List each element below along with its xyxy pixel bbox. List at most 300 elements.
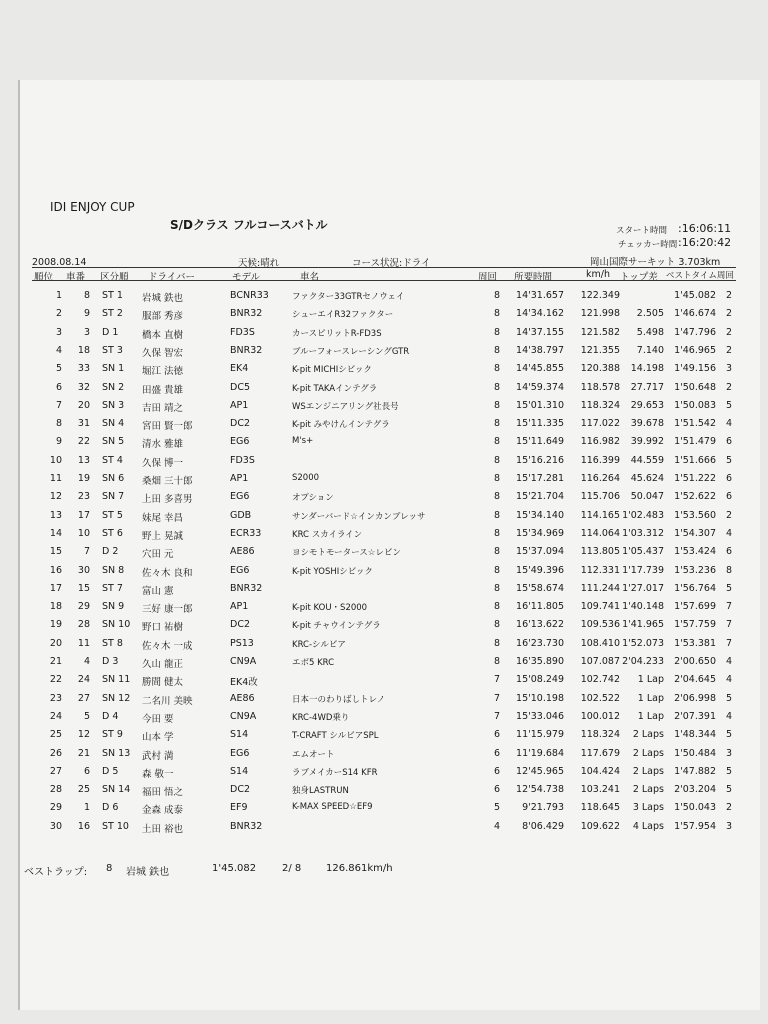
row-class-rank: D 5 [102, 765, 119, 777]
row-gap: 1'02.483 [622, 509, 664, 521]
row-class-rank: SN 4 [102, 418, 125, 430]
row-speed: 113.805 [580, 546, 620, 558]
row-model: BCNR33 [230, 290, 269, 301]
row-gap: 1 Lap [637, 674, 664, 686]
row-gap: 50.047 [630, 491, 664, 503]
row-laps: 8 [493, 601, 500, 613]
row-driver: 山本 学 [142, 732, 174, 744]
row-best-lap: 6 [725, 436, 732, 448]
row-gap: 1'17.739 [622, 564, 664, 576]
row-car-number: 23 [77, 491, 90, 503]
row-best-time: 1'51.222 [674, 473, 716, 484]
row-laps: 8 [493, 399, 500, 411]
row-laps: 8 [493, 363, 500, 375]
best-lap-no: 8 [106, 863, 113, 874]
row-gap: 1'40.148 [622, 601, 664, 613]
row-pos: 14 [49, 527, 62, 539]
row-laps: 8 [493, 509, 500, 521]
checker-time-label: チェッカー時間 [618, 240, 678, 250]
row-speed: 120.388 [580, 363, 620, 375]
row-pos: 9 [55, 436, 62, 448]
row-best-time: 1'47.796 [674, 326, 716, 338]
row-speed: 100.012 [580, 710, 620, 722]
row-best-time: 1'57.954 [674, 820, 716, 832]
race-date: 2008.08.14 [32, 257, 87, 268]
row-gap: 5.498 [636, 326, 664, 338]
row-best-time: 1'50.648 [674, 381, 716, 393]
row-gap: 2 Laps [632, 729, 664, 741]
row-model: BNR32 [230, 344, 263, 356]
row-pos: 15 [49, 546, 62, 558]
row-class-rank: SN 10 [102, 619, 131, 631]
row-best-time: 1'45.082 [674, 290, 716, 301]
row-speed: 118.324 [580, 399, 620, 411]
table-row [20, 599, 760, 617]
row-best-lap: 5 [725, 729, 732, 741]
row-speed: 116.399 [580, 454, 620, 466]
row-pos: 24 [49, 710, 62, 722]
row-car-name: 日本一のわりばしトレノ [292, 694, 386, 705]
row-pos: 23 [49, 692, 62, 704]
checker-time: :16:20:42 [678, 236, 732, 249]
row-best-lap: 7 [725, 637, 732, 649]
row-driver: 野口 祐樹 [142, 622, 184, 634]
row-total-time: 14'38.797 [516, 344, 564, 356]
row-class-rank: SN 9 [102, 601, 125, 613]
row-car-name: T-CRAFT シルビアSPL [292, 731, 379, 742]
row-pos: 4 [55, 344, 62, 356]
circuit: 岡山国際サーキット 3.703km [590, 257, 721, 268]
row-gap: 2 Laps [632, 765, 664, 777]
row-car-name: K-pit チャウインテグラ [292, 621, 381, 632]
row-gap: 44.559 [630, 454, 664, 466]
row-pos: 5 [55, 363, 62, 375]
row-car-number: 29 [77, 601, 90, 613]
row-gap: 27.717 [630, 381, 664, 393]
table-row [20, 654, 760, 672]
row-best-lap: 2 [725, 802, 732, 814]
row-class-rank: ST 7 [102, 582, 123, 594]
row-best-time: 1'51.666 [674, 454, 716, 466]
row-total-time: 15'34.140 [516, 509, 564, 521]
row-pos: 19 [49, 619, 62, 631]
row-best-lap: 5 [725, 784, 732, 796]
row-car-number: 21 [77, 747, 90, 759]
row-model: FD3S [230, 326, 255, 338]
row-driver: 清水 雅雄 [142, 439, 184, 451]
row-best-time: 2'04.645 [674, 674, 716, 686]
row-car-number: 12 [77, 729, 90, 741]
row-pos: 18 [49, 601, 62, 613]
row-best-time: 1'52.622 [674, 491, 716, 503]
row-laps: 4 [493, 820, 500, 832]
row-model: CN9A [230, 656, 257, 667]
col-no: 車番 [66, 272, 86, 283]
row-model: EG6 [230, 436, 250, 448]
row-class-rank: ST 1 [102, 290, 123, 301]
row-car-name: K-pit TAKAインテグラ [292, 383, 378, 394]
row-gap: 2.505 [636, 308, 664, 320]
row-car-name: K-pit みやけんインテグラ [292, 420, 390, 431]
row-laps: 6 [493, 747, 500, 759]
row-laps: 6 [493, 765, 500, 777]
row-class-rank: ST 6 [102, 527, 123, 539]
row-driver: 久山 龍正 [142, 659, 184, 670]
row-best-lap: 2 [725, 381, 732, 393]
row-car-number: 31 [77, 418, 90, 430]
row-total-time: 14'59.374 [516, 381, 564, 393]
course-state: コース状況:ドライ [352, 258, 431, 269]
row-class-rank: ST 2 [102, 308, 123, 320]
row-speed: 121.998 [580, 308, 620, 320]
row-best-time: 2'07.391 [674, 710, 716, 722]
row-total-time: 16'23.730 [516, 637, 564, 649]
start-time-label: スタート時間 [616, 226, 668, 236]
row-driver: 野上 晃誠 [142, 530, 184, 542]
table-row [20, 489, 760, 507]
row-class-rank: SN 13 [102, 747, 131, 759]
row-best-lap: 4 [725, 710, 732, 722]
row-gap: 2 Laps [632, 747, 664, 759]
row-best-lap: 2 [725, 290, 732, 301]
row-best-lap: 6 [725, 546, 732, 558]
best-lap-time: 1'45.082 [212, 863, 257, 874]
row-speed: 109.622 [580, 820, 620, 832]
row-class-rank: ST 9 [102, 729, 123, 741]
row-total-time: 12'45.965 [516, 765, 564, 777]
row-total-time: 11'15.979 [516, 729, 564, 741]
row-gap: 1'52.073 [622, 637, 664, 649]
row-pos: 25 [49, 729, 62, 741]
row-class-rank: SN 5 [102, 436, 125, 448]
row-total-time: 15'11.649 [516, 436, 564, 448]
row-driver: 森 敬一 [142, 768, 174, 780]
row-speed: 111.244 [580, 582, 620, 594]
row-total-time: 15'01.310 [516, 399, 564, 411]
row-driver: 橋本 直樹 [142, 329, 184, 341]
row-pos: 26 [49, 747, 62, 759]
row-class-rank: D 2 [102, 546, 119, 558]
row-speed: 116.264 [580, 473, 620, 484]
row-speed: 112.331 [580, 564, 620, 576]
class-title: S/Dクラス フルコースバトル [170, 218, 328, 232]
row-best-time: 1'53.560 [674, 509, 716, 521]
row-car-name: K-MAX SPEED☆EF9 [292, 802, 373, 813]
row-model: DC2 [230, 418, 250, 430]
row-best-lap: 3 [725, 820, 732, 832]
row-best-time: 1'53.236 [674, 564, 716, 576]
table-row [20, 709, 760, 727]
row-car-number: 20 [77, 399, 90, 411]
row-gap: 1'27.017 [622, 582, 664, 594]
table-row [20, 636, 760, 654]
row-speed: 116.982 [580, 436, 620, 448]
row-gap: 3 Laps [632, 802, 664, 814]
row-gap: 7.140 [636, 344, 664, 356]
row-driver: 勝間 健太 [142, 677, 184, 689]
row-best-time: 1'53.424 [674, 546, 716, 558]
table-row [20, 617, 760, 635]
row-car-number: 7 [83, 546, 90, 558]
row-best-lap: 5 [725, 399, 732, 411]
row-total-time: 15'58.674 [516, 582, 564, 594]
table-row [20, 800, 760, 818]
row-best-time: 1'48.344 [674, 729, 716, 741]
row-gap: 39.678 [630, 418, 664, 430]
row-class-rank: SN 6 [102, 473, 125, 484]
row-laps: 8 [493, 637, 500, 649]
table-row [20, 434, 760, 452]
row-laps: 8 [493, 418, 500, 430]
row-gap: 1'03.312 [622, 527, 664, 539]
row-gap: 1 Lap [637, 692, 664, 704]
row-car-name: エムオート [292, 749, 335, 760]
row-driver: 田盛 貴雄 [142, 384, 184, 396]
row-best-lap: 7 [725, 619, 732, 631]
row-model: EG6 [230, 564, 250, 576]
row-speed: 117.022 [580, 418, 620, 430]
row-gap: 1'41.965 [622, 619, 664, 631]
table-row [20, 343, 760, 361]
row-pos: 20 [49, 637, 62, 649]
row-gap: 45.624 [630, 473, 664, 484]
row-model: ECR33 [230, 527, 262, 539]
row-pos: 1 [55, 290, 62, 301]
row-model: CN9A [230, 710, 257, 722]
row-speed: 109.536 [580, 619, 620, 631]
row-car-name: S2000 [292, 473, 320, 483]
row-model: EF9 [230, 802, 248, 814]
col-best: ベストタイム周回 [666, 271, 734, 281]
row-car-name: KRC スカイライン [292, 529, 363, 540]
row-pos: 3 [55, 326, 62, 338]
row-best-time: 1'49.156 [674, 363, 716, 375]
row-driver: 服部 秀彦 [142, 311, 184, 323]
row-driver: 穴田 元 [142, 549, 174, 561]
row-total-time: 12'54.738 [516, 784, 564, 796]
row-pos: 27 [49, 765, 62, 777]
row-driver: 三好 康一郎 [142, 604, 193, 616]
row-total-time: 15'10.198 [516, 692, 564, 704]
row-laps: 8 [493, 436, 500, 448]
table-row [20, 361, 760, 379]
row-total-time: 15'08.249 [516, 674, 564, 686]
table-row [20, 398, 760, 416]
row-speed: 122.349 [580, 290, 620, 301]
table-row [20, 581, 760, 599]
row-class-rank: ST 8 [102, 637, 123, 649]
row-gap: 4 Laps [632, 820, 664, 832]
table-row [20, 416, 760, 434]
col-time: 所要時間 [514, 272, 553, 283]
row-laps: 8 [493, 619, 500, 631]
table-row [20, 746, 760, 764]
row-laps: 7 [493, 710, 500, 722]
row-model: GDB [230, 509, 252, 521]
table-row [20, 306, 760, 324]
row-laps: 8 [493, 656, 500, 667]
row-car-number: 10 [77, 527, 90, 539]
row-driver: 堀江 法徳 [142, 366, 184, 378]
row-pos: 8 [55, 418, 62, 430]
row-best-time: 1'51.542 [674, 418, 716, 430]
col-class: 区分順 [100, 272, 129, 283]
row-driver: 吉田 靖之 [142, 402, 184, 414]
row-best-lap: 5 [725, 454, 732, 466]
row-model: BNR32 [230, 582, 263, 594]
row-model: BNR32 [230, 308, 263, 320]
row-speed: 117.679 [580, 747, 620, 759]
row-driver: 岩城 鉄也 [142, 293, 184, 304]
row-car-number: 5 [83, 710, 90, 722]
row-car-name: サンダーバード☆インカンブレッサ [292, 511, 426, 522]
row-best-lap: 4 [725, 656, 732, 667]
row-car-name: 独身LASTRUN [292, 786, 349, 797]
row-pos: 11 [49, 473, 62, 484]
row-class-rank: SN 2 [102, 381, 125, 393]
table-row [20, 471, 760, 489]
row-pos: 13 [49, 509, 62, 521]
row-speed: 107.087 [580, 656, 620, 667]
row-car-number: 6 [83, 765, 90, 777]
row-pos: 12 [49, 491, 62, 503]
row-class-rank: SN 14 [102, 784, 131, 796]
row-laps: 7 [493, 674, 500, 686]
row-model: PS13 [230, 637, 254, 649]
row-speed: 114.064 [580, 527, 620, 539]
row-laps: 8 [493, 546, 500, 558]
row-driver: 福田 悟之 [142, 787, 184, 799]
row-speed: 103.241 [580, 784, 620, 796]
table-row [20, 508, 760, 526]
best-lap-label: ベストラップ: [24, 867, 88, 878]
row-car-number: 19 [77, 473, 90, 484]
best-lap-speed: 126.861km/h [326, 863, 393, 874]
row-model: DC2 [230, 784, 250, 796]
table-row [20, 819, 760, 837]
row-total-time: 11'19.684 [516, 747, 564, 759]
row-car-number: 30 [77, 564, 90, 576]
row-laps: 7 [493, 692, 500, 704]
row-car-name: シューエイR32ファクター [292, 310, 394, 321]
row-driver: 武村 満 [142, 750, 174, 762]
row-car-name: ヨシモトモータース☆レビン [292, 548, 401, 559]
row-total-time: 15'16.216 [516, 454, 564, 466]
row-laps: 8 [493, 582, 500, 594]
row-driver: 富山 憲 [142, 585, 174, 597]
row-best-time: 2'03.204 [674, 784, 716, 796]
row-gap: 39.992 [630, 436, 664, 448]
table-row [20, 325, 760, 343]
best-lap-lap: 2/ 8 [282, 863, 302, 874]
row-total-time: 14'34.162 [516, 308, 564, 320]
row-pos: 30 [49, 820, 62, 832]
row-class-rank: D 1 [102, 326, 119, 338]
weather: 天候:晴れ [238, 258, 280, 269]
row-best-lap: 6 [725, 473, 732, 484]
row-class-rank: D 4 [102, 710, 119, 722]
row-best-time: 1'56.764 [674, 582, 716, 594]
row-laps: 6 [493, 784, 500, 796]
row-gap: 1'05.437 [622, 546, 664, 558]
row-model: EK4改 [230, 677, 258, 689]
row-speed: 118.645 [580, 802, 620, 814]
row-best-time: 1'57.759 [674, 619, 716, 631]
row-model: AP1 [230, 601, 249, 613]
table-row [20, 453, 760, 471]
row-car-number: 16 [77, 820, 90, 832]
col-car: 車名 [300, 272, 320, 283]
row-total-time: 9'21.793 [522, 802, 564, 814]
event-title: IDI ENJOY CUP [50, 200, 135, 214]
row-model: EK4 [230, 363, 249, 375]
table-row [20, 380, 760, 398]
row-pos: 29 [49, 802, 62, 814]
col-model: モデル [232, 272, 261, 283]
row-laps: 8 [493, 344, 500, 356]
row-driver: 今田 要 [142, 713, 174, 725]
row-class-rank: ST 5 [102, 509, 123, 521]
row-car-number: 33 [77, 363, 90, 375]
row-best-lap: 3 [725, 747, 732, 759]
row-gap: 2 Laps [632, 784, 664, 796]
row-gap: 29.653 [630, 399, 664, 411]
row-gap: 14.198 [630, 363, 664, 375]
row-total-time: 15'33.046 [516, 710, 564, 722]
row-class-rank: SN 11 [102, 674, 131, 686]
row-car-name: WSエンジニアリング社長号 [292, 401, 399, 412]
row-car-name: ラブメイカーS14 KFR [292, 767, 378, 778]
row-laps: 8 [493, 290, 500, 301]
row-total-time: 15'34.969 [516, 527, 564, 539]
row-total-time: 15'49.396 [516, 564, 564, 576]
row-car-number: 13 [77, 454, 90, 466]
row-car-name: M's+ [292, 436, 314, 447]
row-car-number: 17 [77, 509, 90, 521]
row-pos: 2 [55, 308, 62, 320]
header-rule-top [32, 267, 736, 268]
row-car-name: エボ5 KRC [292, 658, 335, 668]
row-class-rank: ST 4 [102, 454, 123, 466]
row-best-lap: 5 [725, 692, 732, 704]
row-car-number: 32 [77, 381, 90, 393]
table-row [20, 288, 760, 306]
col-gap: トップ差 [620, 272, 658, 283]
row-total-time: 8'06.429 [522, 820, 564, 832]
row-class-rank: SN 12 [102, 692, 131, 704]
row-best-lap: 6 [725, 491, 732, 503]
row-car-name: K-pit MICHIシビック [292, 365, 372, 376]
row-best-time: 2'06.998 [674, 692, 716, 704]
row-pos: 22 [49, 674, 62, 686]
row-best-lap: 3 [725, 363, 732, 375]
row-total-time: 14'31.657 [516, 290, 564, 301]
row-best-time: 2'00.650 [674, 656, 716, 667]
row-driver: 佐々木 良和 [142, 567, 193, 579]
row-best-time: 1'51.479 [674, 436, 716, 448]
row-driver: 久保 博一 [142, 457, 184, 469]
row-model: AE86 [230, 692, 255, 704]
result-sheet [20, 80, 760, 1010]
row-model: DC2 [230, 619, 250, 631]
row-best-lap: 8 [725, 564, 732, 576]
row-speed: 121.355 [580, 344, 620, 356]
row-class-rank: ST 10 [102, 820, 129, 832]
row-model: DC5 [230, 381, 250, 393]
table-row [20, 672, 760, 690]
row-total-time: 16'13.622 [516, 619, 564, 631]
row-speed: 121.582 [580, 326, 620, 338]
